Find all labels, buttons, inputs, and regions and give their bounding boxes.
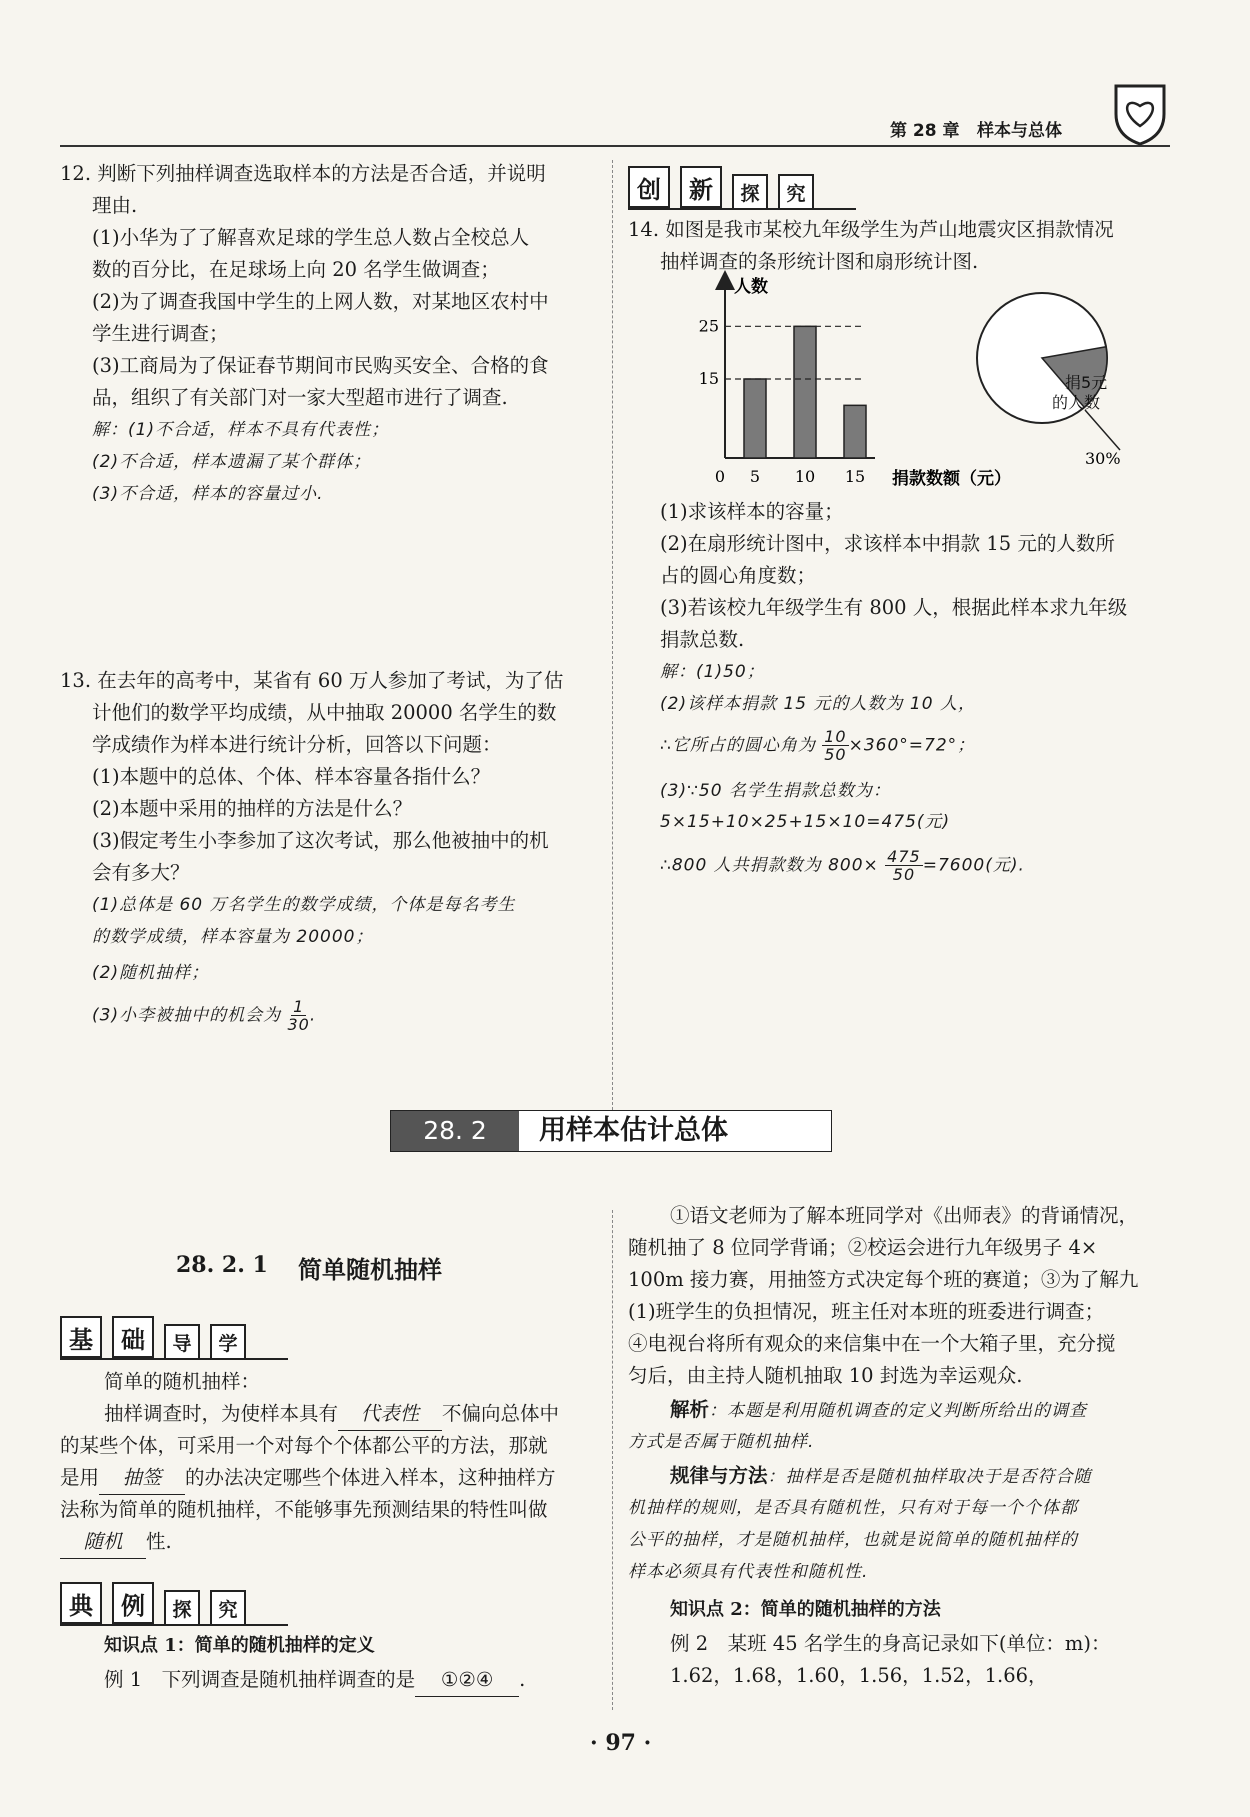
q13-line: (3)假定考生小李参加了这次考试，那么他被抽中的机 xyxy=(92,829,549,852)
q13-line: 会有多大？ xyxy=(92,861,190,884)
pie-slice-percent: 30% xyxy=(1085,449,1121,468)
q12-line: 理由. xyxy=(92,194,138,217)
method-label: 规律与方法 xyxy=(670,1464,768,1487)
example-option-line: 匀后，由主持人随机抽取 10 封选为幸运观众. xyxy=(628,1364,1023,1387)
answer-prefix: ∴800 人共捐款数为 800× xyxy=(660,855,879,876)
analysis-text: ：本题是利用随机调查的定义判断所给出的调查 xyxy=(709,1401,1088,1421)
q14-fraction-total xyxy=(885,848,923,883)
q12-line: 12. 判断下列抽样调查选取样本的方法是否合适，并说明 xyxy=(60,162,546,185)
bar-chart-origin-label: 0 xyxy=(714,467,726,486)
fraction-denominator: 50 xyxy=(892,865,916,884)
basic-text: 的办法决定哪些个体进入样本，这种抽样方 xyxy=(185,1466,556,1489)
method xyxy=(670,1460,1092,1493)
tag-underline xyxy=(60,1624,288,1626)
column-divider xyxy=(612,160,613,1110)
bar-15 xyxy=(844,405,866,458)
blank-answer: 抽签 xyxy=(99,1462,185,1495)
blank-answer: 随机 xyxy=(60,1526,146,1559)
q14-line: 抽样调查的条形统计图和扇形统计图. xyxy=(660,250,979,273)
tag-example xyxy=(60,1582,246,1626)
header-rule xyxy=(60,145,1170,147)
fraction-denominator: 30 xyxy=(287,1015,310,1034)
bar-chart-bars xyxy=(744,326,866,458)
example-2-data: 1.62，1.68，1.60，1.56，1.52，1.66， xyxy=(670,1664,1048,1687)
page-number: · 97 · xyxy=(590,1730,652,1756)
q13-answer3-suffix: . xyxy=(309,1005,317,1026)
q13-answer: 的数学成绩，样本容量为 20000； xyxy=(92,927,374,947)
q13-answer-3 xyxy=(92,998,316,1033)
answer-suffix: ×360°=72°； xyxy=(848,735,976,756)
example-option-line: 随机抽了 8 位同学背诵；②校运会进行九年级男子 4× xyxy=(628,1236,1098,1259)
q14-fraction-angle xyxy=(822,728,848,763)
bar-chart-ticks xyxy=(699,316,866,486)
method-text: 公平的抽样，才是随机抽样，也就是说简单的随机抽样的 xyxy=(628,1530,1078,1550)
basic-text: 抽样调查时，为使样本具有 xyxy=(104,1402,339,1425)
analysis-label: 解析 xyxy=(670,1398,710,1421)
basic-line xyxy=(104,1398,559,1431)
y-tick-label: 15 xyxy=(698,369,719,388)
q14-answer-angle xyxy=(660,728,975,763)
x-tick-label: 5 xyxy=(749,467,761,486)
basic-heading: 简单的随机抽样： xyxy=(104,1370,261,1393)
bar-chart-xlabel: 捐款数额（元） xyxy=(892,469,1011,489)
bar-5 xyxy=(744,379,766,458)
knowledge-point-1: 知识点 1：简单的随机抽样的定义 xyxy=(104,1635,375,1656)
q12-line: 数的百分比，在足球场上向 20 名学生做调查； xyxy=(92,258,500,281)
q12-line: 学生进行调查； xyxy=(92,322,229,345)
tag-char: 创 xyxy=(628,166,670,208)
q13-answer: (2)随机抽样； xyxy=(92,963,210,983)
q14-question: (3)若该校九年级学生有 800 人，根据此样本求九年级 xyxy=(660,596,1128,619)
basic-text: 不偏向总体中 xyxy=(442,1402,560,1425)
q14-question: (1)求该样本的容量； xyxy=(660,500,844,523)
fraction-numerator: 10 xyxy=(824,727,847,746)
q14-answer: (2)该样本捐款 15 元的人数为 10 人， xyxy=(660,694,976,714)
q14-question: (2)在扇形统计图中，求该样本中捐款 15 元的人数所 xyxy=(660,532,1115,555)
q12-answer: (3)不合适，样本的容量过小. xyxy=(92,484,324,504)
q12-answer: (2)不合适，样本遗漏了某个群体； xyxy=(92,452,372,472)
example-option-line: (1)班学生的负担情况，班主任对本班的班委进行调查； xyxy=(628,1300,1105,1323)
knowledge-point-2: 知识点 2：简单的随机抽样的方法 xyxy=(670,1599,941,1620)
example-text: 例 1 下列调查是随机抽样调查的是 xyxy=(104,1668,416,1691)
tag-char: 探 xyxy=(732,174,768,210)
bar-10 xyxy=(794,326,816,458)
pie-chart xyxy=(977,293,1121,468)
tag-char: 探 xyxy=(164,1590,200,1626)
q13-line: 学成绩作为样本进行统计分析，回答以下问题： xyxy=(92,733,502,756)
q13-answer3-prefix: (3)小李被抽中的机会为 xyxy=(92,1005,282,1026)
subsection-number: 28. 2. 1 xyxy=(176,1252,268,1278)
example-2: 例 2 某班 45 名学生的身高记录如下(单位：m)： xyxy=(670,1632,1111,1655)
q13-fraction xyxy=(288,998,310,1033)
q14-figure xyxy=(690,270,1150,500)
tag-innovation xyxy=(628,166,814,210)
chapter-title: 样本与总体 xyxy=(977,121,1062,141)
tag-underline xyxy=(60,1358,288,1360)
q14-question: 占的圆心角度数； xyxy=(660,564,817,587)
q14-answer: (3)∵50 名学生捐款总数为： xyxy=(660,781,891,801)
tag-char: 导 xyxy=(164,1324,200,1360)
blank-answer: 代表性 xyxy=(338,1398,442,1431)
pie-slice-label-line1: 捐5元 xyxy=(1065,373,1108,392)
tag-underline xyxy=(628,208,856,210)
section-title: 用样本估计总体 xyxy=(539,1115,728,1146)
tag-char: 学 xyxy=(210,1324,246,1360)
column-divider-lower xyxy=(612,1210,613,1710)
tag-char: 新 xyxy=(680,166,722,208)
q12-line: 品，组织了有关部门对一家大型超市进行了调查. xyxy=(92,386,508,409)
subsection-title: 简单随机抽样 xyxy=(298,1256,442,1284)
q13-line: (2)本题中采用的抽样的方法是什么？ xyxy=(92,797,413,820)
tag-char: 基 xyxy=(60,1316,102,1358)
q13-line: (1)本题中的总体、个体、样本容量各指什么？ xyxy=(92,765,491,788)
basic-text: 是用 xyxy=(60,1466,100,1489)
example-option-line: 100m 接力赛，用抽签方式决定每个班的赛道；③为了解九 xyxy=(628,1268,1139,1291)
example-1-question xyxy=(104,1664,525,1697)
fraction-numerator: 1 xyxy=(293,997,305,1016)
answer-suffix: =7600(元). xyxy=(922,855,1025,876)
blank-answer: ①②④ xyxy=(415,1664,519,1697)
basic-line xyxy=(60,1462,556,1495)
chapter-label: 第 28 章 xyxy=(890,121,960,141)
basic-text: 性. xyxy=(146,1530,172,1553)
q13-line: 13. 在去年的高考中，某省有 60 万人参加了考试，为了估 xyxy=(60,669,564,692)
fraction-numerator: 475 xyxy=(887,847,921,866)
section-banner xyxy=(390,1110,832,1152)
q14-line: 14. 如图是我市某校九年级学生为芦山地震灾区捐款情况 xyxy=(628,218,1114,241)
tag-char: 究 xyxy=(778,174,814,210)
tag-char: 例 xyxy=(112,1582,154,1624)
x-tick-label: 15 xyxy=(844,467,866,486)
basic-line: 的某些个体，可采用一个对每个个体都公平的方法，那就 xyxy=(60,1434,548,1457)
analysis-text: 方式是否属于随机抽样. xyxy=(628,1432,815,1452)
q13-answer: (1)总体是 60 万名学生的数学成绩，个体是每名考生 xyxy=(92,895,516,915)
bar-chart-ylabel: 人数 xyxy=(734,277,768,297)
method-text: 样本必须具有代表性和随机性. xyxy=(628,1562,869,1582)
example-option-line: ④电视台将所有观众的来信集中在一个大箱子里，充分搅 xyxy=(628,1332,1116,1355)
q14-answer: 5×15+10×25+15×10=475(元) xyxy=(660,812,951,832)
q12-line: (3)工商局为了保证春节期间市民购买安全、合格的食 xyxy=(92,354,549,377)
pie-leader-line xyxy=(1085,410,1120,450)
fraction-denominator: 50 xyxy=(824,745,847,764)
q14-answer-total xyxy=(660,848,1025,883)
q12-line: (1)小华为了了解喜欢足球的学生总人数占全校总人 xyxy=(92,226,530,249)
tag-char: 典 xyxy=(60,1582,102,1624)
q12-answer: 解：(1)不合适，样本不具有代表性； xyxy=(92,420,390,440)
pie-slice-label-line2: 的人数 xyxy=(1052,393,1101,412)
q13-line: 计他们的数学平均成绩，从中抽取 20000 名学生的数 xyxy=(92,701,557,724)
method-text: ：抽样是否是随机抽样取决于是否符合随 xyxy=(767,1467,1092,1487)
tag-char: 础 xyxy=(112,1316,154,1358)
method-text: 机抽样的规则，是否具有随机性，只有对于每一个个体都 xyxy=(628,1498,1078,1518)
analysis xyxy=(670,1394,1087,1427)
q12-line: (2)为了调查我国中学生的上网人数，对某地区农村中 xyxy=(92,290,549,313)
example-option-line: ①语文老师为了解本班同学对《出师表》的背诵情况， xyxy=(670,1204,1139,1227)
q14-question: 捐款总数. xyxy=(660,628,745,651)
basic-line xyxy=(60,1526,172,1559)
tag-basic xyxy=(60,1316,246,1360)
tag-char: 究 xyxy=(210,1590,246,1626)
q14-answer: 解：(1)50； xyxy=(660,662,765,682)
section-number: 28. 2 xyxy=(391,1111,519,1151)
answer-prefix: ∴它所占的圆心角为 xyxy=(660,735,816,756)
emblem-icon xyxy=(1110,80,1170,148)
example-text: . xyxy=(519,1668,526,1691)
basic-line: 法称为简单的随机抽样，不能够事先预测结果的特性叫做 xyxy=(60,1498,548,1521)
x-tick-label: 10 xyxy=(794,467,816,486)
y-tick-label: 25 xyxy=(698,316,719,336)
